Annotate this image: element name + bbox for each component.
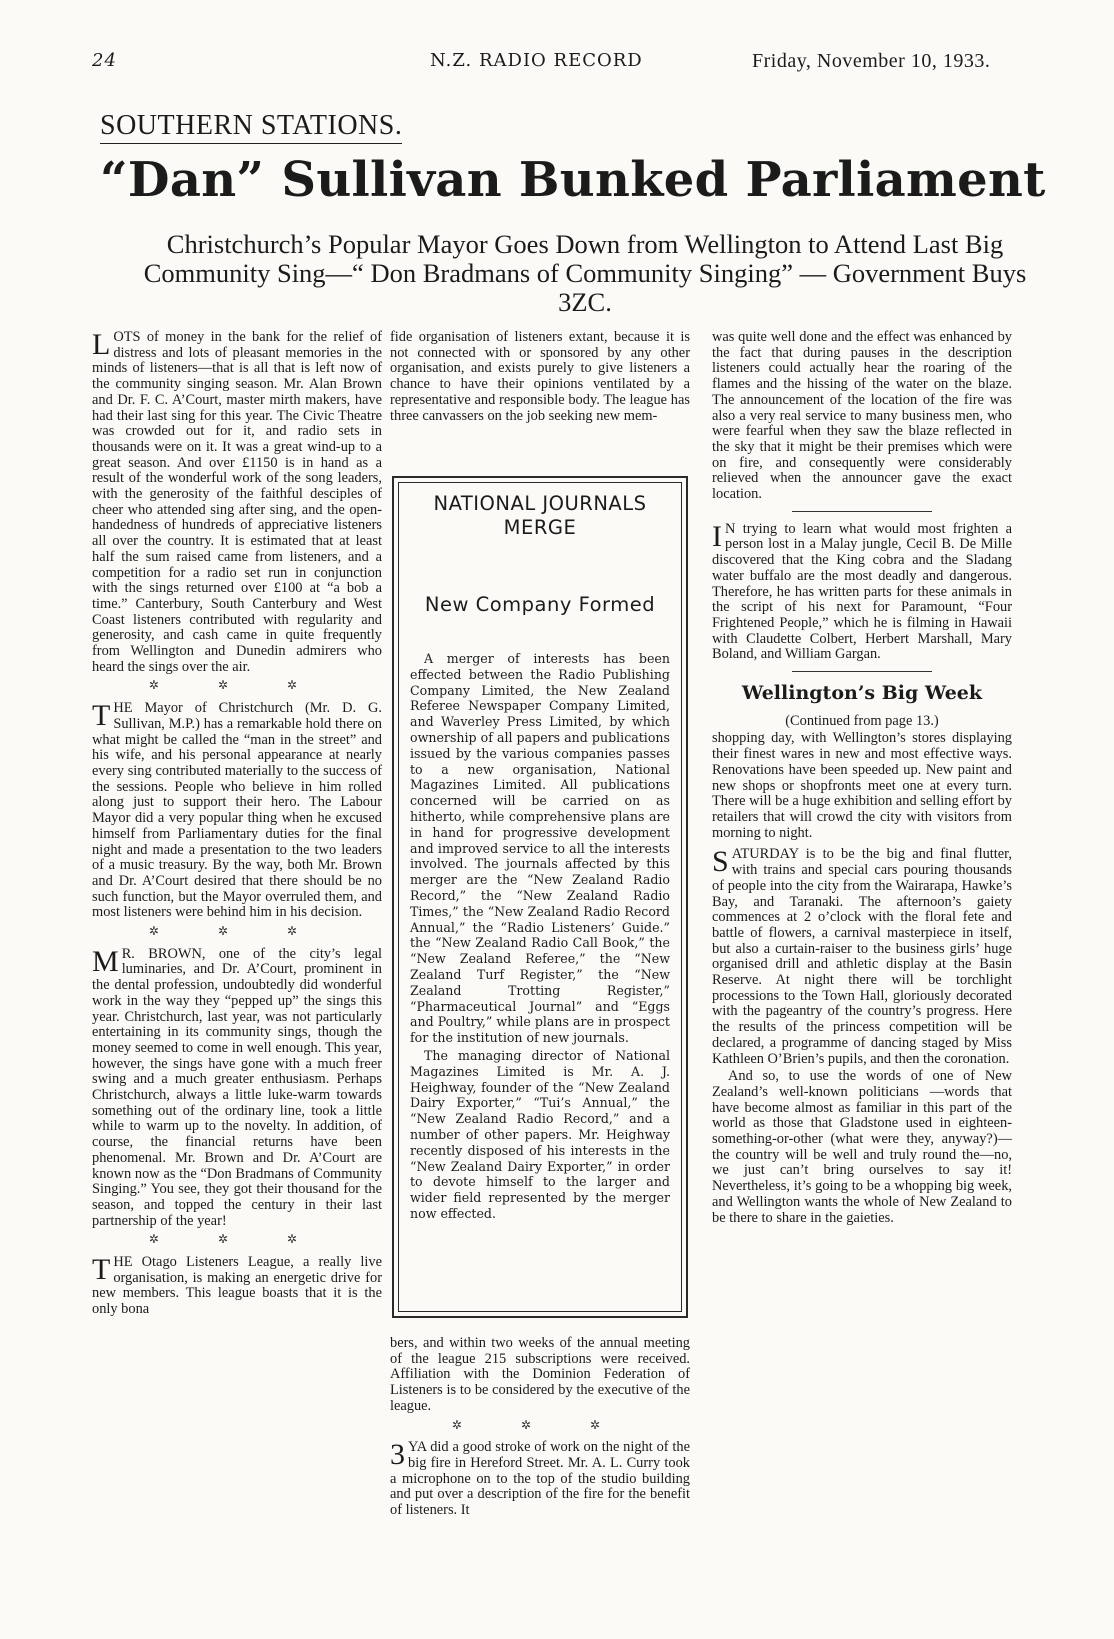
headline: “Dan” Sullivan Bunked Parliament [100, 152, 1046, 208]
issue-date: Friday, November 10, 1933. [752, 50, 991, 72]
column-3 [712, 330, 1012, 1228]
merger-notice-box [392, 476, 688, 1318]
column-1 [92, 330, 382, 1320]
subheadline: Christchurch’s Popular Mayor Goes Down from Wellington to Attend Last Big Community Sing—“ Don Bradmans of Community Singing” — Government Buys 3ZC. [143, 229, 1027, 317]
box-paragraph: A merger of interests has been effected between the Radio Publishing Company Limited, the New Zealand Referee Newspaper Company Limited, and Waverley Press Limited, by which ownership of all papers and publications issued by the various companies passes to a new organisation, National Magazines Limited. All publications concerned will be carried on as hitherto, while comprehensive plans are in hand for progressive development and improved service to all the interests involved. The journals affected by this merger are the “New Zealand Radio Record,” the “New Zealand Radio Times,” the “New Zealand Radio Record Annual,” the “Radio Listeners’ Guide.” the “New Zealand Radio Call Book,” the “New Zealand Referee,” the “New Zealand Turf Register,” the “New Zealand Trotting Register,” “Pharmaceutical Journal” and “Eggs and Poultry,” while plans are in prospect for the institution of new journals. [410, 651, 670, 1046]
stars-divider: ✲ ✲ ✲ [148, 924, 326, 939]
paragraph-league-members: bers, and within two weeks of the annual meeting of the league 215 subscriptions were received. Affiliation with the Dominion Federation of Listeners is to be considered by the executive of the league. [390, 1335, 690, 1414]
box-title: NATIONAL JOURNALS MERGE [433, 492, 647, 539]
stars-divider: ✲ ✲ ✲ [148, 678, 326, 693]
page-number: 24 [92, 50, 117, 71]
paragraph-otago-league: THE Otago Listeners League, a really live organisation, is making an energetic drive for new members. This league boasts that it is the only bona [92, 1253, 382, 1318]
publication-name: N.Z. RADIO RECORD [430, 50, 643, 71]
box-body [410, 651, 670, 1224]
paragraph-mr-brown: M R. BROWN, one of the city’s legal luminaries, and Dr. A’Court, prominent in the dental profession, undoubtedly did wonderful work in the way they “pepped up” the sings this year. Christchurch, last year, was not particularly entertaining in its community sings, though the money seemed to come in well enough. This year, however, the sings have gone with a much freer swing and a much greater enthusiasm. Perhaps Christchurch, always a little luke-warm towards something out of the ordinary line, took a little while to warm up to the novelty. In addition, of course, the financial returns have been phenomenal. Mr. Brown and Dr. A’Court are known now as the “Don Bradmans of Community Singing.” You see, they got their thousand for the season, and topped the century in their last partnership of the year! [92, 944, 382, 1229]
stars-divider: ✲ ✲ ✲ [148, 1232, 326, 1247]
paragraph-lots-of-money: LOTS of money in the bank for the relief of distress and lots of pleasant memories in the minds of listeners—that is all that is left now of the community singing season. Mr. Alan Brown and Dr. F. C. A’Court, master mirth makers, have had their last sing for this year. The Civic Theatre was crowded out for it, and radio sets in thousands were on it. It was a great wind-up to a great season. And over £1150 is in hand as a result of the wonderful work of the song leaders, with the generosity of the faithful desciples of cheer who attended sing after sing, and the open-handedness of hundreds of appreciative listeners all over the country. It is estimated that at least half the sum raised came from listeners, and a competition for a radio set run in conjunction with the sings returned over £100 at “a bob a time.” Canterbury, South Canterbury and West Coast listeners contributed with regularity and generosity, and cash came in quite frequently from Wellington and Dunedin admirers who heard the sings over the air. [92, 328, 382, 675]
paragraph-saturday: SATURDAY is to be the big and final flutter, with trains and special cars pouring thousands of people into the city from the Wairarapa, Hawke’s Bay, and Taranaki. The afternoon’s gaiety commences at 2 o’clock with the floral fete and battle of flowers, a carnival masterpiece in itself, but also a curtain-raiser to the business girls’ huge organised drill and athletic display at the Basin Reserve. At night there will be torchlight processions to the Town Hall, gloriously decorated with the pageantry of the country’s progress. Here the results of the princess competition will be declared, a programme of dancing staged by Miss Kathleen O’Brien’s pupils, and then the coronation. [712, 845, 1012, 1067]
drop-cap: 3 [390, 1438, 405, 1472]
box-paragraph: The managing director of National Magazines Limited is Mr. A. J. Heighway, founder of the “New Zealand Dairy Exporter,” “Tui’s Annual,” the “New Zealand Radio Record,” and a number of other papers. Mr. Heighway recently disposed of his interests in the “New Zealand Dairy Exporter,” in order to devote himself to the larger and wider field represented by the merger now effected. [410, 1047, 670, 1221]
drop-cap: S [712, 845, 729, 879]
divider-rule [792, 511, 932, 512]
drop-cap: T [92, 1253, 111, 1287]
stars-divider: ✲ ✲ ✲ [451, 1417, 629, 1432]
section-label: SOUTHERN STATIONS. [100, 110, 402, 144]
paragraph-3ya-fire: 3 YA did a good stroke of work on the night of the big fire in Hereford Street. Mr. A. L. Curry took a microphone on to the top of the studio building and put over a description of the fire for the benefit of listeners. It [390, 1438, 690, 1519]
paragraph-and-so: And so, to use the words of one of New Zealand’s well-known politicians —words that have become almost as familiar in this part of the world as those that Gladstone used in eighteen-something-or-other (what were they, anyway?)—the country will be well and truly round the—no, we just can’t bring ourselves to say it! Nevertheless, it’s going to be a whopping big week, and Wellington wants the whole of New Zealand to be there to share in the gaieties. [712, 1068, 1012, 1226]
drop-cap: T [92, 699, 111, 733]
drop-cap: L [92, 328, 111, 361]
paragraph-de-mille: I N trying to learn what would most frighten a person lost in a Malay jungle, Cecil B. De Mille discovered that the King cobra and the Sladang water buffalo are the most deadly and dangerous. Therefore, he has written parts for these animals in the script of his next for Paramount, “Four Frightened People,” which he is filming in Hawaii with Claudette Colbert, Herbert Marshall, Mary Boland, and William Gargan. [712, 519, 1012, 663]
paragraph-continued: fide organisation of listeners extant, because it is not connected with or sponsored by any other organisation, and exists purely to give listeners a chance to have their opinions ventilated by a representative and responsible body. The league has three canvassers on the job seeking new mem- [390, 329, 690, 424]
drop-cap: M [92, 944, 119, 978]
wellington-big-week-title: Wellington’s Big Week [741, 682, 983, 705]
column-2-top [390, 330, 690, 426]
drop-cap: I [712, 519, 722, 553]
column-2-bottom [390, 1336, 690, 1521]
paragraph-mayor: THE Mayor of Christchurch (Mr. D. G. Sullivan, M.P.) has a remarkable hold there on what might be called the “man in the street” and his wife, and his personal appearance at nearly every sing contributed materially to the success of the sessions. People who believe in him rolled along just to support their hero. The Labour Mayor did a very popular thing when he excused himself from Parliamentary duties for the final night and made a presentation to the two leaders of a music treasury. By the way, both Mr. Brown and Dr. A’Court desired that there should be no such function, but the Mayor overruled them, and most listeners were behind him in his decision. [92, 699, 382, 921]
continued-note: (Continued from page 13.) [785, 712, 939, 729]
divider-rule [792, 671, 932, 672]
paragraph-shopping-day: shopping day, with Wellington’s stores displaying their finest wares in new and most effective ways. Renovations have been speeded up. New paint and new shops or shopfronts meet one at every turn. There will be a huge exhibition and selling effort by retailers that will crowd the city with visitors from morning to night. [712, 730, 1012, 841]
box-subtitle: New Company Formed [424, 593, 656, 616]
paragraph-fire-continued: was quite well done and the effect was enhanced by the fact that during pauses in the description listeners could actually hear the roaring of the flames and the hissing of the water on the blaze. The announcement of the location of the fire was also a very real service to many business men, who were fearful when they saw the blaze reflected in the sky that it might be their premises which were on fire, and consequently were considerably relieved when the announcer gave the exact location. [712, 329, 1012, 503]
